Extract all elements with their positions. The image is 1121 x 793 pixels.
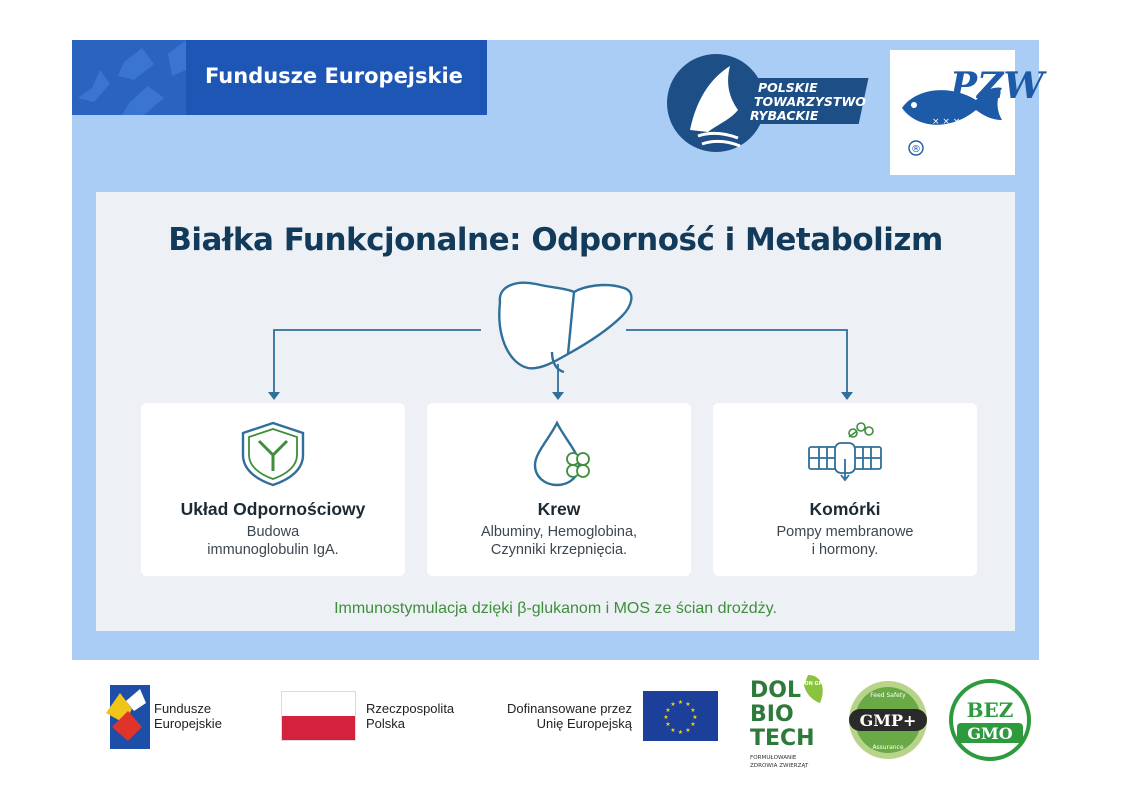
fe-logo-text: Fundusze Europejskie — [154, 701, 222, 731]
cells-box — [713, 403, 977, 576]
fe-logo — [106, 683, 150, 749]
cell-membrane-icon — [713, 419, 977, 485]
blood-desc: Albuminy, Hemoglobina, Czynniki krzepnięcia. — [480, 524, 638, 558]
svg-text:★: ★ — [685, 727, 691, 734]
svg-text:★: ★ — [677, 729, 684, 736]
polish-flag-icon — [281, 691, 356, 741]
immune-system-box — [141, 403, 405, 576]
banner-title: Fundusze Europejskie — [205, 64, 463, 88]
blood-drop-icon — [427, 419, 691, 485]
ptr-line-3: RYBACKIE — [750, 108, 819, 123]
cells-title: Komórki — [809, 499, 881, 519]
non-gmo-tag: NON GMO — [800, 681, 828, 687]
rp-logo-text: Rzeczpospolita Polska — [366, 701, 455, 731]
fundusze-europejskie-banner — [72, 40, 487, 115]
polskie-towarzystwo-rybackie-logo — [668, 52, 878, 162]
bio-text: BIO — [750, 702, 794, 727]
gmp-plus-logo — [847, 679, 929, 761]
shield-antibody-icon — [141, 419, 405, 485]
infographic-card — [96, 192, 1015, 631]
dolbio-sub-2: ZDROWIA ZWIERZĄT — [750, 763, 809, 769]
bez-text: BEZ — [966, 698, 1014, 722]
immune-system-desc: Budowa immunoglobulin IgA. — [207, 524, 339, 558]
eu-cofinanced-text: Dofinansowane przez Unię Europejską — [506, 701, 632, 731]
immunostimulation-note: Immunostymulacja dzięki β-glukanom i MOS ze ścian drożdży. — [334, 600, 777, 617]
svg-text:× × × × × ×: × × × × × × — [932, 117, 992, 127]
ptr-line-1: POLSKIE — [758, 80, 818, 95]
svg-text:★: ★ — [677, 699, 684, 706]
tech-text: TECH — [750, 726, 815, 751]
blood-title: Krew — [537, 499, 581, 519]
gmp-ring-bottom: Assurance — [872, 744, 904, 751]
gmp-label: GMP+ — [859, 711, 917, 730]
bottom-logo-strip — [0, 665, 1121, 793]
svg-text:★: ★ — [690, 707, 696, 714]
svg-text:★: ★ — [692, 714, 698, 721]
svg-text:★: ★ — [665, 721, 671, 728]
svg-text:★: ★ — [685, 701, 691, 708]
cells-desc: Pompy membranowe i hormony. — [776, 524, 914, 558]
svg-text:★: ★ — [663, 714, 669, 721]
pzw-letters: PZW — [950, 65, 1044, 107]
eu-flag-icon — [643, 691, 718, 741]
svg-text:★: ★ — [665, 707, 671, 714]
gmp-ring-top: Feed Safety — [870, 692, 906, 699]
registered-mark: ® — [911, 144, 921, 155]
bez-gmo-logo — [949, 679, 1031, 761]
svg-text:★: ★ — [690, 721, 696, 728]
svg-text:★: ★ — [670, 727, 676, 734]
infographic-title: Białka Funkcjonalne: Odporność i Metabolizm — [168, 222, 943, 258]
dol-text: DOL — [750, 678, 801, 703]
ptr-line-2: TOWARZYSTWO — [754, 94, 866, 109]
immune-system-title: Układ Odpornościowy — [180, 499, 366, 519]
stars-graphic — [72, 40, 186, 115]
pzw-logo — [890, 50, 1044, 175]
liver-icon — [499, 283, 631, 372]
gmo-text: GMO — [967, 724, 1013, 743]
dolbiotech-logo — [748, 673, 828, 777]
blood-box — [427, 403, 691, 576]
svg-text:★: ★ — [670, 701, 676, 708]
dolbio-sub-1: FORMUŁOWANIE — [750, 755, 797, 761]
